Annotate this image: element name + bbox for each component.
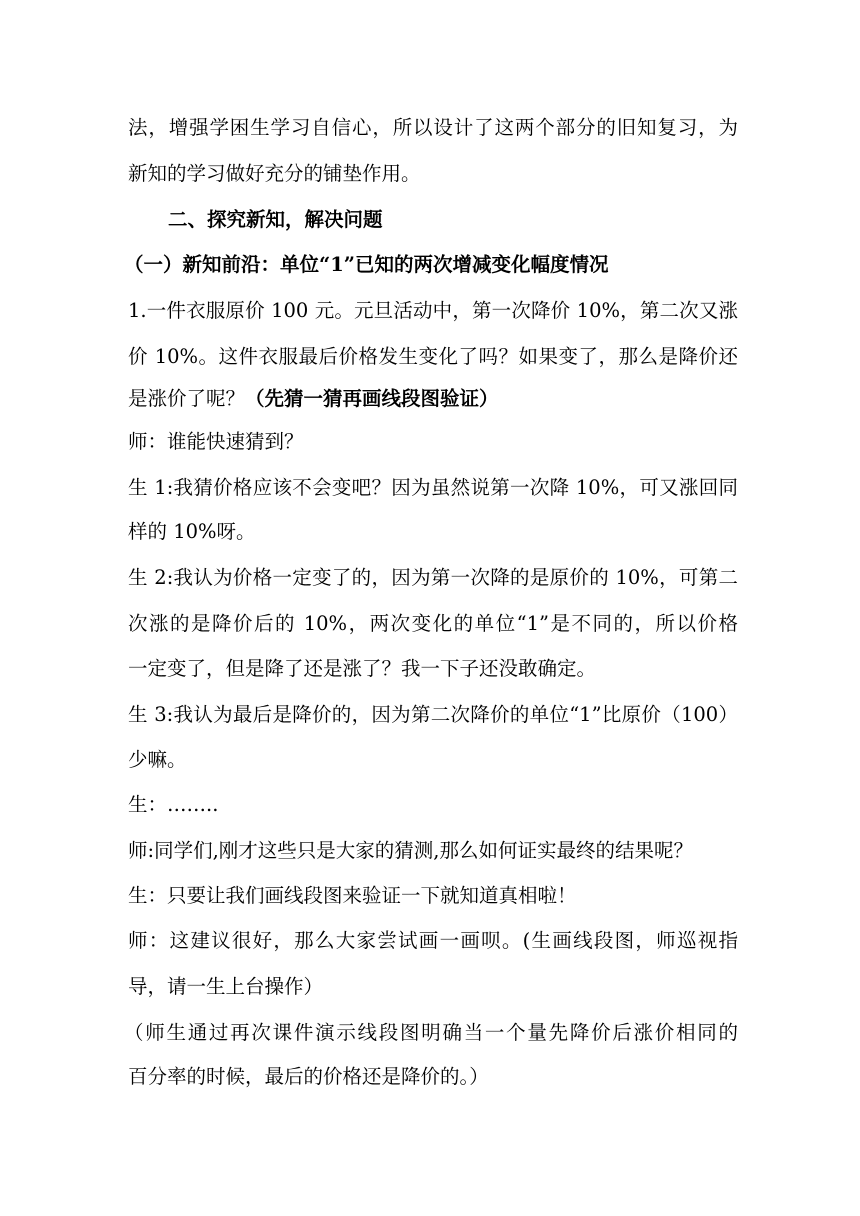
paragraph-line: 法，增强学困生学习自信心，所以设计了这两个部分的旧知复习，为: [128, 116, 738, 139]
subsection-heading: （一）新知前沿：单位“1”已知的两次增减变化幅度情况: [124, 253, 609, 276]
dialogue-line: 少嘛。: [128, 748, 187, 771]
paragraph-line: 新知的学习做好充分的铺垫作用。: [128, 162, 421, 185]
dialogue-line: 导，请一生上台操作）: [128, 975, 324, 998]
dialogue-line: 生：只要让我们画线段图来验证一下就知道真相啦！: [128, 884, 577, 907]
dialogue-line: 师：谁能快速猜到？: [128, 430, 304, 453]
question-text: 是涨价了呢？: [128, 387, 246, 410]
question-instruction: （先猜一猜再画线段图验证）: [245, 387, 499, 410]
dialogue-line: 生：……..: [128, 793, 219, 816]
dialogue-line: 生 2:我认为价格一定变了的，因为第一次降的是原价的 10%，可第二: [128, 566, 738, 589]
summary-line: （师生通过再次课件演示线段图明确当一个量先降价后涨价相同的: [124, 1021, 738, 1044]
dialogue-line: 生 3:我认为最后是降价的，因为第二次降价的单位“1”比原价（100）: [128, 703, 738, 726]
question-line: [128, 385, 738, 413]
dialogue-line: 一定变了，但是降了还是涨了？我一下子还没敢确定。: [128, 657, 597, 680]
section-heading: 二、探究新知，解决问题: [168, 208, 383, 231]
question-line: 1.一件衣服原价 100 元。元旦活动中，第一次降价 10%，第二次又涨: [128, 299, 738, 322]
summary-line: 百分率的时候，最后的价格还是降价的。）: [128, 1065, 489, 1088]
question-line: 价 10%。这件衣服最后价格发生变化了吗？如果变了，那么是降价还: [128, 345, 738, 368]
dialogue-line: 生 1:我猜价格应该不会变吧？因为虽然说第一次降 10%，可又涨回同: [128, 476, 738, 499]
dialogue-line: 师：这建议很好，那么大家尝试画一画呗。(生画线段图，师巡视指: [128, 929, 738, 952]
dialogue-line: 师:同学们,刚才这些只是大家的猜测,那么如何证实最终的结果呢？: [128, 839, 693, 862]
dialogue-line: 样的 10%呀。: [128, 520, 256, 543]
dialogue-line: 次涨的是降价后的 10%，两次变化的单位“1”是不同的，所以价格: [128, 612, 738, 635]
